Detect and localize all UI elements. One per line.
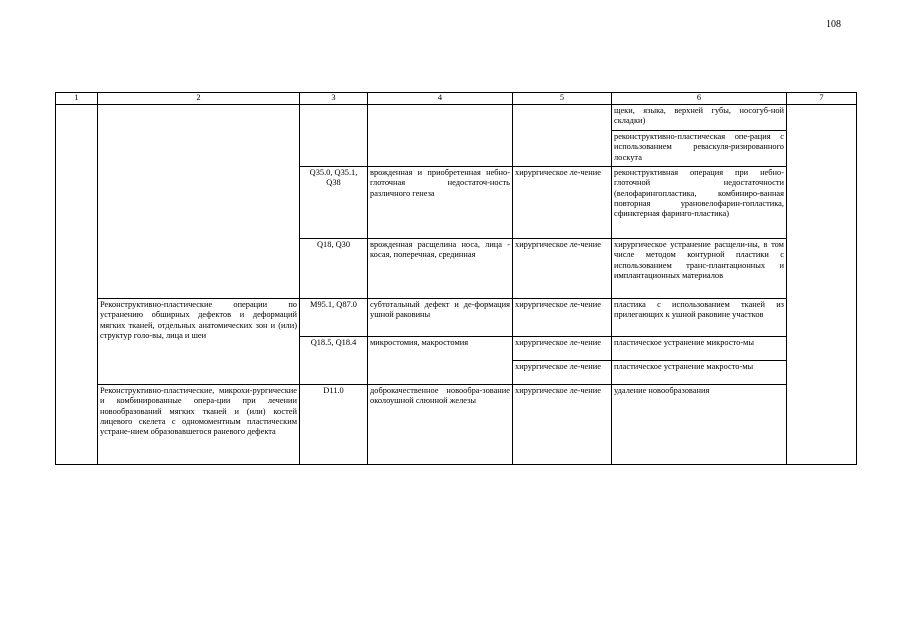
medical-procedures-table: [55, 92, 857, 465]
icd-code-cell: Q18.5, Q18.4: [300, 337, 368, 385]
diagnosis-cell: врожденная расщелина носа, лица - косая, поперечная, срединная: [368, 239, 513, 299]
col1-cell: [56, 105, 98, 465]
table-row: [56, 385, 857, 465]
col6-cell: реконструктивно-пластическая опе-рация с использованием реваскуля-ризированного лоскута: [612, 131, 787, 167]
treatment-type-cell: хирургическое ле-чение: [513, 385, 612, 465]
table-row: [56, 299, 857, 337]
diagnosis-cell: микростомия, макростомия: [368, 337, 513, 385]
treatment-method-cell: удаление новообразования: [612, 385, 787, 465]
treatment-type-cell: хирургическое ле-чение: [513, 299, 612, 337]
col7-cell: [787, 105, 857, 465]
col4-cell-empty: [368, 105, 513, 167]
icd-code-cell: M95.1, Q87.0: [300, 299, 368, 337]
table-row: [56, 105, 857, 131]
treatment-method-cell: хирургическое устранение расщели-ны, в том числе методом контурной пластики с использованием транс-плантационных и имплантационных материалов: [612, 239, 787, 299]
diagnosis-cell: субтотальный дефект и де-формация ушной раковины: [368, 299, 513, 337]
treatment-type-cell: хирургическое ле-чение: [513, 361, 612, 385]
treatment-type-cell: хирургическое ле-чение: [513, 239, 612, 299]
col3-cell-empty: [300, 105, 368, 167]
col2-cell-empty: [98, 105, 300, 299]
treatment-type-cell: хирургическое ле-чение: [513, 167, 612, 239]
diagnosis-cell: врожденная и приобретенная небно-глоточная недостаточ-ность различного генеза: [368, 167, 513, 239]
icd-code-cell: Q35.0, Q35.1, Q38: [300, 167, 368, 239]
treatment-method-cell: пластика с использованием тканей из прилегающих к ушной раковине участков: [612, 299, 787, 337]
procedure-group-cell: Реконструктивно-пластические, микрохи-рургические и комбинированные опера-ции при лечении новообразований мягких тканей и (или) костей лицевого скелета с одномоментным пластическим устране-нием образовавшегося раневого дефекта: [98, 385, 300, 465]
treatment-method-cell: пластическое устранение макросто-мы: [612, 361, 787, 385]
header-col-3: 3: [300, 93, 368, 105]
header-col-5: 5: [513, 93, 612, 105]
header-col-2: 2: [98, 93, 300, 105]
header-col-7: 7: [787, 93, 857, 105]
procedure-group-cell: Реконструктивно-пластические операции по устранению обширных дефектов и деформаций мягких тканей, отдельных анатомических зон и (или) структур голо-вы, лица и шеи: [98, 299, 300, 385]
page-number: 108: [826, 19, 841, 30]
col5-cell-empty: [513, 105, 612, 167]
col6-cell: щеки, языка, верхней губы, носогуб-ной складки): [612, 105, 787, 131]
treatment-type-cell: хирургическое ле-чение: [513, 337, 612, 361]
icd-code-cell: D11.0: [300, 385, 368, 465]
treatment-method-cell: реконструктивная операция при небно-глоточной недостаточности (велофарингопластика, комбиниро-ванная повторная урановелофарин-гопластика, сфинктерная фаринго-пластика): [612, 167, 787, 239]
header-col-4: 4: [368, 93, 513, 105]
diagnosis-cell: доброкачественное новообра-зование околоушной слюнной железы: [368, 385, 513, 465]
header-row: [56, 93, 857, 105]
header-col-1: 1: [56, 93, 98, 105]
treatment-method-cell: пластическое устранение микросто-мы: [612, 337, 787, 361]
icd-code-cell: Q18, Q30: [300, 239, 368, 299]
header-col-6: 6: [612, 93, 787, 105]
